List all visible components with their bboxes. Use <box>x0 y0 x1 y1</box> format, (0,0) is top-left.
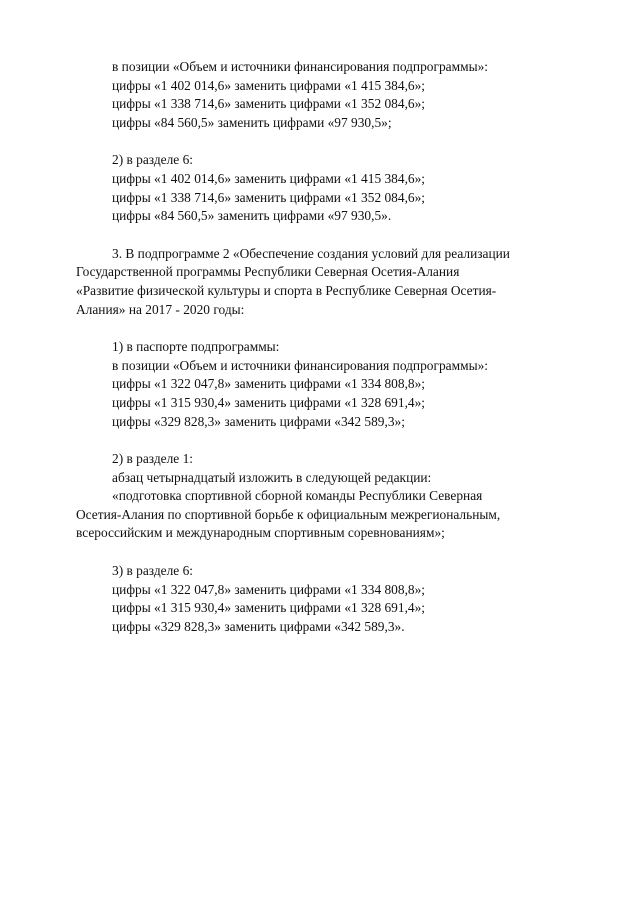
paragraph-line: цифры «1 402 014,6» заменить цифрами «1 415 384,6»; <box>112 77 426 93</box>
passport-position-block <box>76 58 576 132</box>
subprogram-passport-block <box>76 338 576 431</box>
paragraph-spacer <box>76 132 576 151</box>
paragraph-line: 3. В подпрограмме 2 «Обеспечение создания условий для реализации <box>112 245 510 261</box>
paragraph-line: цифры «1 338 714,6» заменить цифрами «1 352 084,6»; <box>112 189 426 205</box>
paragraph-line: абзац четырнадцатый изложить в следующей редакции: <box>112 469 432 485</box>
paragraph-line: цифры «1 315 930,4» заменить цифрами «1 328 691,4»; <box>112 600 426 616</box>
paragraph-line: цифры «84 560,5» заменить цифрами «97 930,5»; <box>112 114 392 130</box>
paragraph-spacer <box>76 431 576 450</box>
paragraph-line: 3) в разделе 6: <box>112 563 194 579</box>
paragraph-spacer <box>76 543 576 562</box>
paragraph-line: цифры «329 828,3» заменить цифрами «342 589,3». <box>112 618 405 634</box>
paragraph-line: всероссийским и международным спортивным соревнованиям»; <box>76 525 445 541</box>
paragraph-line: «Развитие физической культуры и спорта в Республике Северная Осетия- <box>76 282 497 298</box>
paragraph-line: 1) в паспорте подпрограммы: <box>112 339 280 355</box>
section-6-block <box>76 151 576 225</box>
paragraph-line: цифры «1 402 014,6» заменить цифрами «1 415 384,6»; <box>112 170 426 186</box>
section-1-block <box>76 450 576 543</box>
paragraph-line: Алания» на 2017 - 2020 годы: <box>76 301 245 317</box>
paragraph-line: цифры «1 322 047,8» заменить цифрами «1 334 808,8»; <box>112 376 426 392</box>
paragraph-spacer <box>76 226 576 245</box>
paragraph-line: цифры «1 338 714,6» заменить цифрами «1 352 084,6»; <box>112 96 426 112</box>
paragraph-line: 2) в разделе 6: <box>112 152 194 168</box>
paragraph-line: в позиции «Объем и источники финансирования подпрограммы»: <box>112 59 488 74</box>
paragraph-line: Осетия-Алания по спортивной борьбе к официальным межрегиональным, <box>76 506 501 522</box>
paragraph-line: Государственной программы Республики Северная Осетия-Алания <box>76 264 460 280</box>
document-body <box>76 58 576 636</box>
paragraph-line: в позиции «Объем и источники финансирования подпрограммы»: <box>112 357 488 373</box>
paragraph-line: цифры «84 560,5» заменить цифрами «97 930,5». <box>112 208 392 224</box>
section-6-block-2 <box>76 562 576 636</box>
paragraph-line: «подготовка спортивной сборной команды Республики Северная <box>112 488 483 504</box>
paragraph-line: цифры «1 315 930,4» заменить цифрами «1 328 691,4»; <box>112 394 426 410</box>
paragraph-line: цифры «329 828,3» заменить цифрами «342 589,3»; <box>112 413 405 429</box>
paragraph-line: 2) в разделе 1: <box>112 451 194 467</box>
subprogram-2-heading <box>76 245 576 319</box>
paragraph-line: цифры «1 322 047,8» заменить цифрами «1 334 808,8»; <box>112 581 426 597</box>
paragraph-spacer <box>76 319 576 338</box>
